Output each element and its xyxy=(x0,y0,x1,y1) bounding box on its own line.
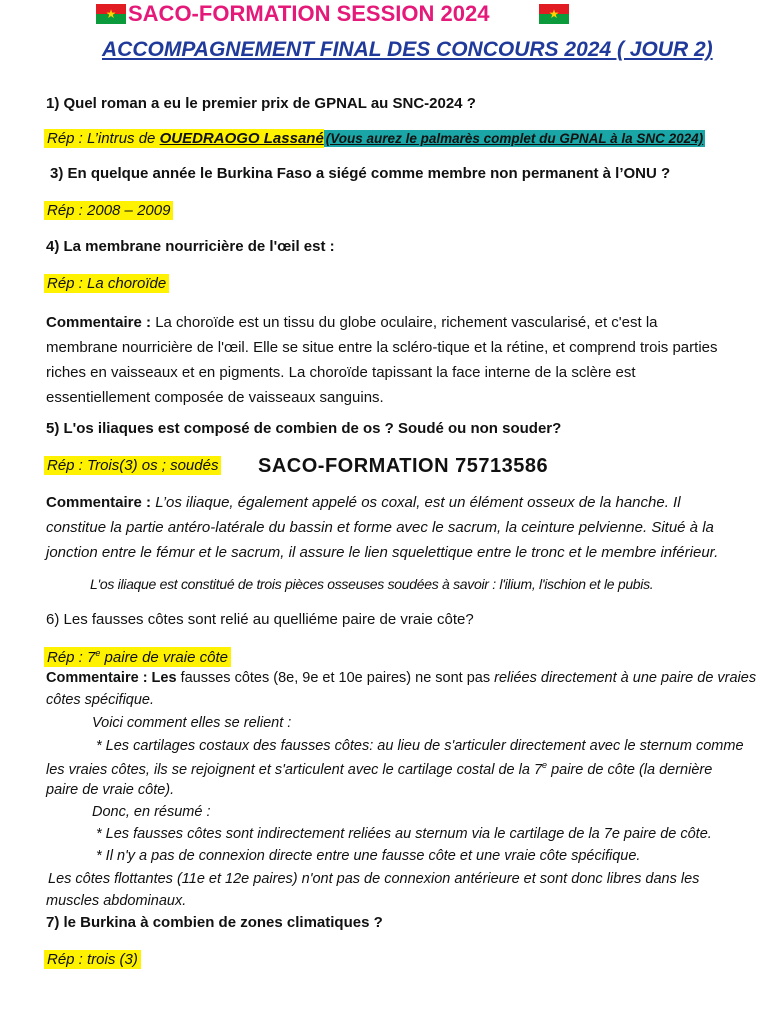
answer-3: Rép : 2008 – 2009 xyxy=(44,201,173,220)
promo-contact: SACO-FORMATION 75713586 xyxy=(258,455,549,477)
question-3: 3) En quelque année le Burkina Faso a siégé comme membre non permanent à l’ONU ? xyxy=(50,165,671,182)
question-1: 1) Quel roman a eu le premier prix de GPNAL au SNC-2024 ? xyxy=(46,95,476,112)
burkina-flag-icon: ★ xyxy=(539,4,569,24)
comment-text: La choroïde est un tissu du globe oculaire, richement vascularisé, et c'est la membrane nourricière de l'œil. Elle se situe entre la scléro-tique et la rétine, et comprend trois parties riches en vaisseaux et en pigments. La choroïde tapissant la face interne de la sclère est essentiellement composée de vaisseaux sanguins. xyxy=(46,314,718,406)
answer-name: OUEDRAOGO Lassané xyxy=(159,130,324,147)
answer-prefix: Rép : 7 xyxy=(47,649,96,666)
line5a: les vraies côtes, ils se rejoignent et s'articulent avec le cartilage costal de la 7 xyxy=(46,761,543,778)
question-4: 4) La membrane nourricière de l'œil est : xyxy=(46,238,335,255)
comment-6-line5 xyxy=(46,760,712,778)
comment-text: L’os iliaque, également appelé os coxal, est un élément osseux de la hanche. Il constitue la partie antéro-latérale du bassin et forme avec le sacrum, la ceinture pelvienne. Situé à la jonction entre le fémur et le sacrum, il assure le lien squelettique entre le tronc et le membre inférieur. xyxy=(46,494,719,561)
answer-4: Rép : La choroïde xyxy=(44,274,169,293)
question-6: 6) Les fausses côtes sont relié au quelliéme paire de vraie côte? xyxy=(46,611,474,628)
comment-6-line11: muscles abdominaux. xyxy=(46,893,187,909)
comment-label: Commentaire : Les xyxy=(46,670,181,686)
line5sup: e xyxy=(542,760,548,770)
comment-6-line7: Donc, en résumé : xyxy=(92,804,211,820)
comment-6-line2: côtes spécifique. xyxy=(46,692,155,708)
comment-6-line6: paire de vraie côte). xyxy=(46,782,175,798)
comment-6-line10: Les côtes flottantes (11e et 12e paires) n'ont pas de connexion antérieure et sont donc libres dans les xyxy=(48,871,700,887)
comment-6-line9: * Il n'y a pas de connexion directe entre une fausse côte et une vraie côte spécifique. xyxy=(96,848,641,864)
answer-1 xyxy=(44,130,705,147)
comment-4 xyxy=(46,310,726,410)
answer-5: Rép : Trois(3) os ; soudés xyxy=(44,456,221,475)
line5b: paire de côte (la dernière xyxy=(547,761,713,778)
comment-6-line3: Voici comment elles se relient : xyxy=(92,715,292,731)
comment-label: Commentaire : xyxy=(46,494,156,511)
answer-prefix: Rép : L’intrus de xyxy=(47,130,160,147)
page-subtitle: ACCOMPAGNEMENT FINAL DES CONCOURS 2024 ( JOUR 2) xyxy=(102,38,713,61)
answer-suffix: paire de vraie côte xyxy=(100,649,228,666)
page-title: SACO-FORMATION SESSION 2024 xyxy=(128,1,490,26)
comment-6-line4: * Les cartilages costaux des fausses côtes: au lieu de s'articuler directement avec le sternum comme xyxy=(96,738,744,754)
burkina-flag-icon: ★ xyxy=(96,4,126,24)
comment-6-line8: * Les fausses côtes sont indirectement reliées au sternum via le cartilage de la 7e paire de côte. xyxy=(96,826,712,842)
question-7: 7) le Burkina à combien de zones climatiques ? xyxy=(46,914,383,931)
comment-italic: reliées directement à une paire de vraies xyxy=(494,670,757,686)
comment-label: Commentaire : xyxy=(46,314,156,331)
comment-5 xyxy=(46,490,726,565)
comment-plain: fausses côtes (8e, 9e et 10e paires) ne sont pas xyxy=(180,670,495,686)
note-5: L'os iliaque est constitué de trois pièces osseuses soudées à savoir : l'ilium, l'ischion et le pubis. xyxy=(90,576,654,592)
answer-sup: e xyxy=(95,648,101,658)
comment-6-line1 xyxy=(46,670,756,686)
answer-7: Rép : trois (3) xyxy=(44,950,141,969)
answer-note: (Vous aurez le palmarès complet du GPNAL à la SNC 2024) xyxy=(325,131,704,146)
answer-6 xyxy=(44,647,231,667)
question-5: 5) L'os iliaques est composé de combien de os ? Soudé ou non souder? xyxy=(46,420,562,437)
